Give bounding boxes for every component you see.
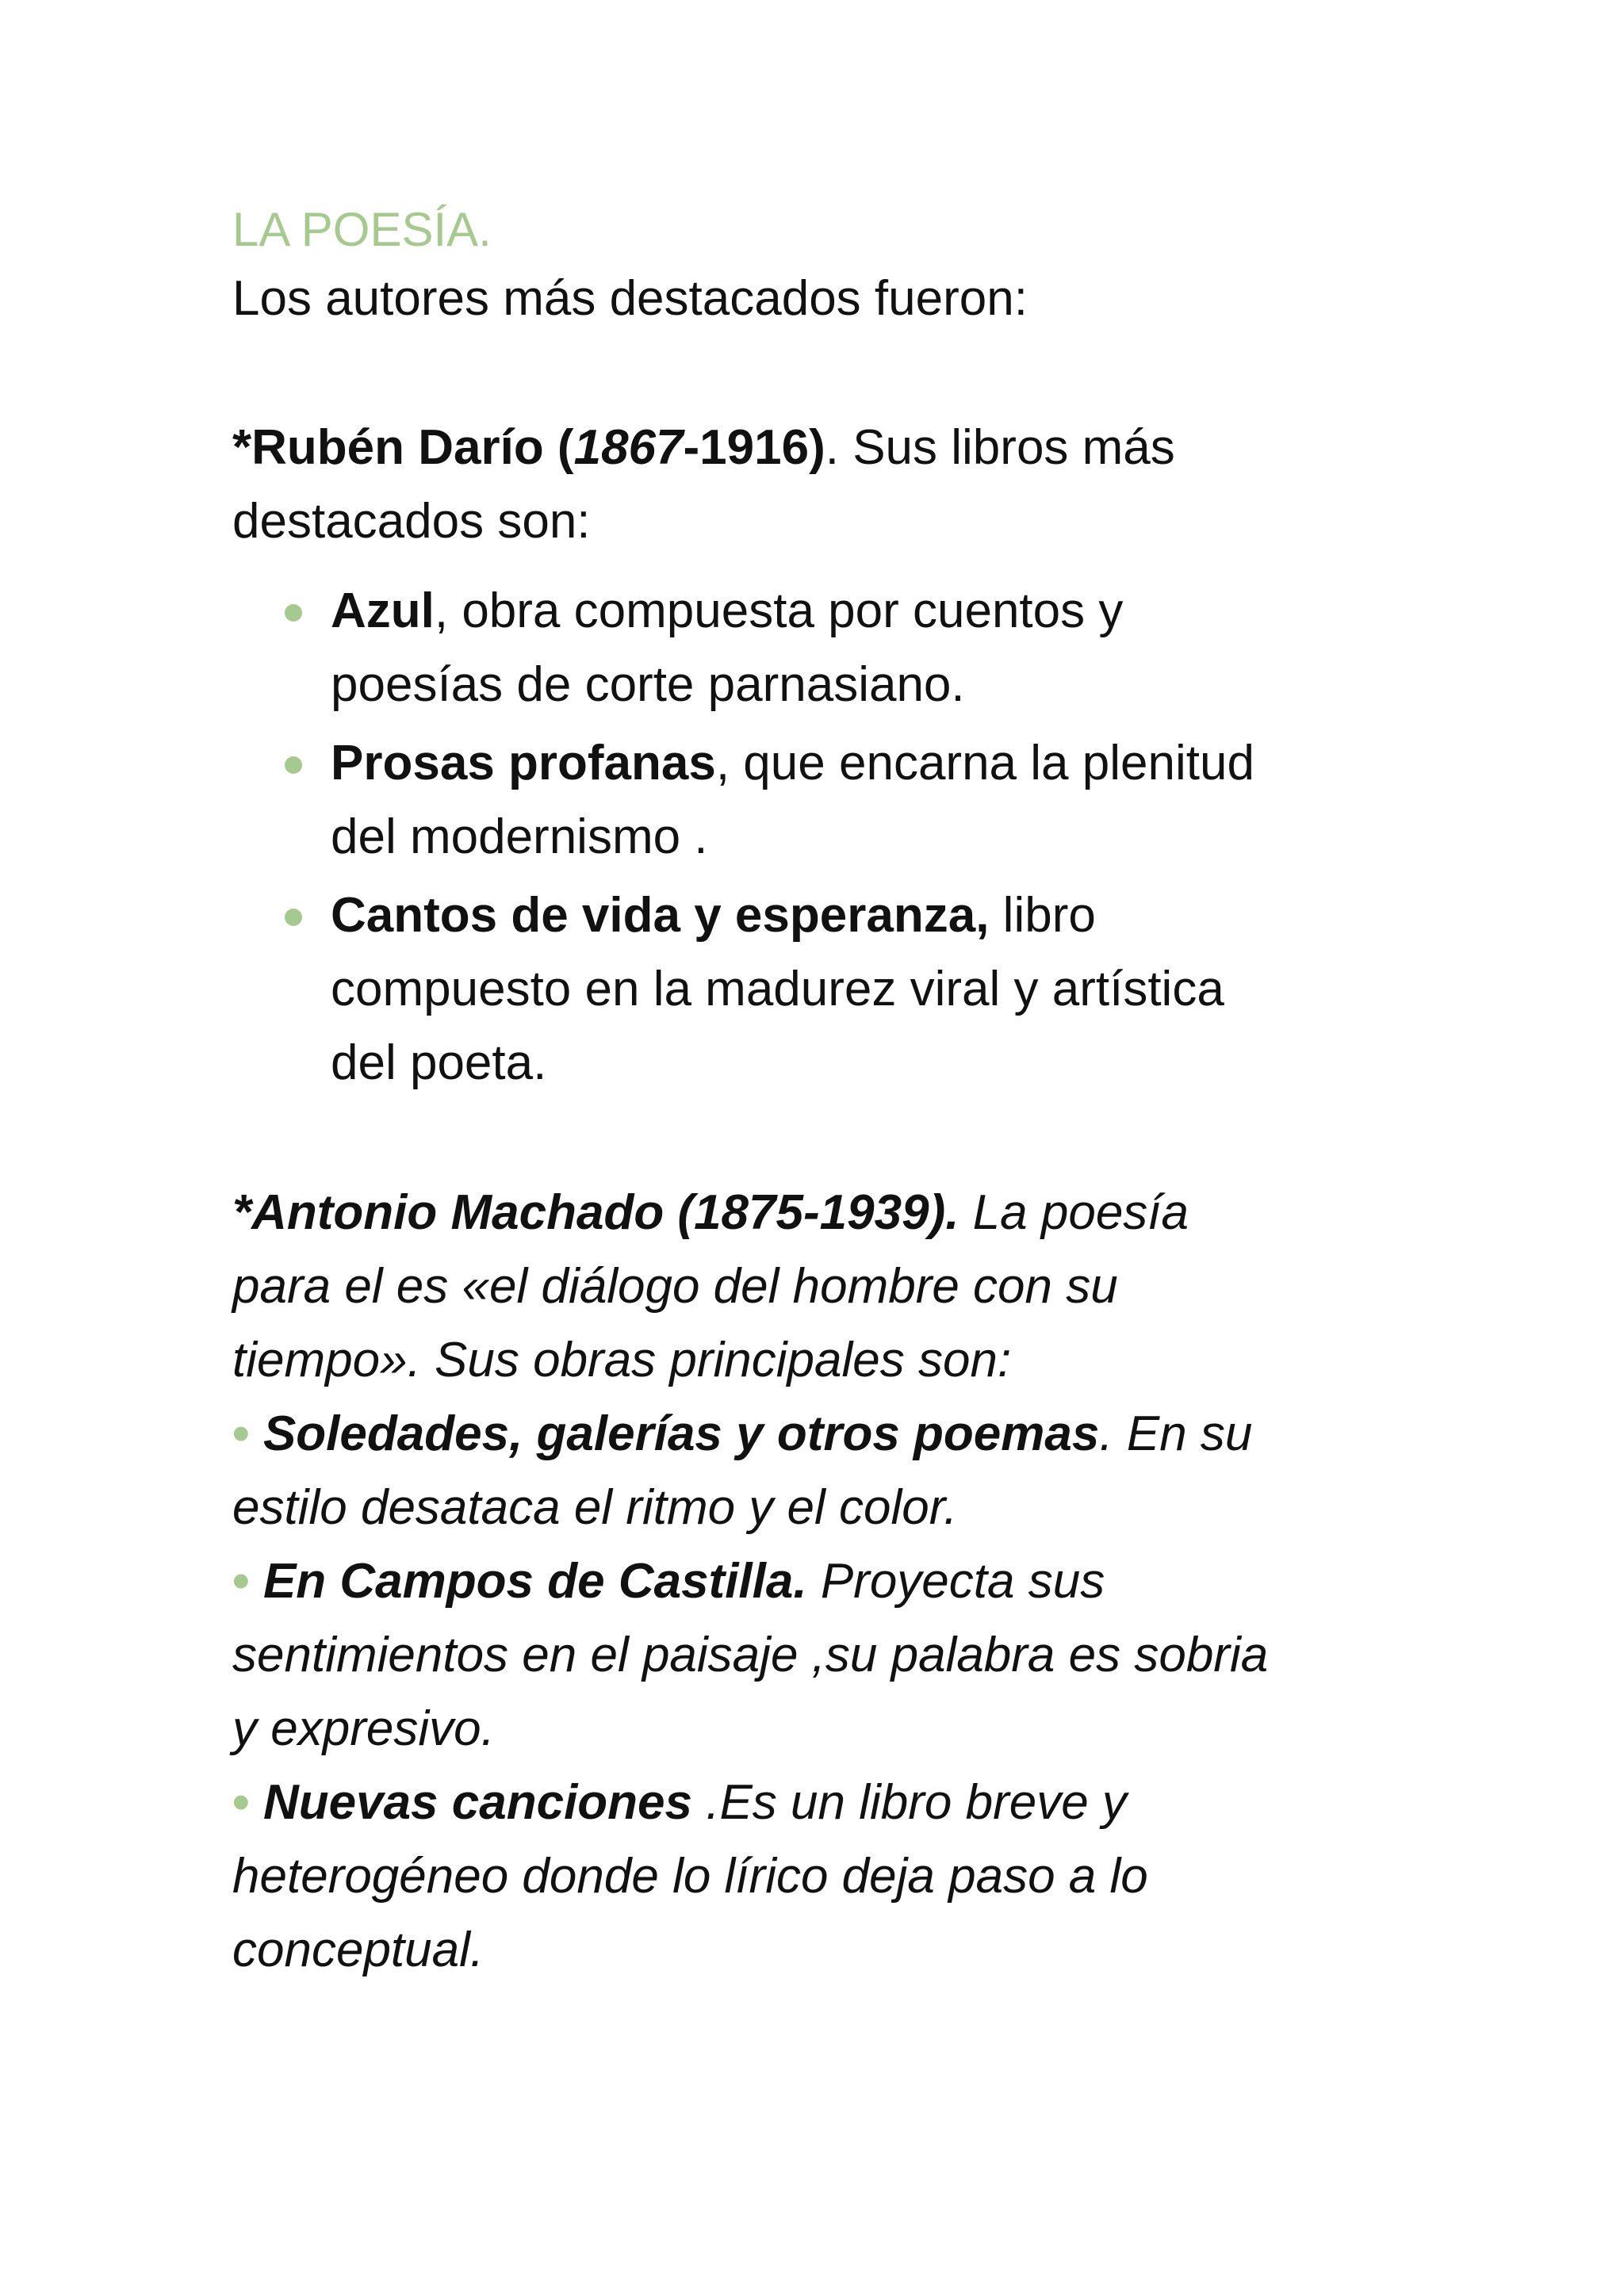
work-rest: . En su [1099, 1406, 1253, 1461]
work-line2: del modernismo . [331, 809, 708, 864]
work-rest: .Es un libro breve y [692, 1775, 1127, 1830]
list-item [232, 726, 1398, 874]
work-rest: libro [989, 888, 1096, 943]
list-item [232, 574, 1398, 721]
bullet-icon [285, 756, 302, 774]
machado-work-line3: y expresivo. [232, 1701, 495, 1756]
machado-line3: tiempo». Sus obras principales son: [232, 1333, 1012, 1387]
dario-heading [232, 411, 1398, 484]
bullet-icon [285, 604, 302, 622]
bullet-icon: • [232, 1775, 250, 1830]
machado-line2: para el es «el diálogo del hombre con su [232, 1259, 1118, 1314]
machado-section [232, 1176, 1398, 1987]
machado-work-line [232, 1766, 1398, 1839]
work-rest: Proyecta sus [806, 1554, 1105, 1609]
machado-heading [232, 1176, 1398, 1249]
dario-works-list [232, 574, 1398, 1100]
bullet-icon: • [232, 1554, 250, 1609]
work-line2: compuesto en la madurez viral y artística [331, 962, 1224, 1016]
dario-year-end: -1916) [683, 420, 825, 475]
machado-work-line [232, 1397, 1398, 1471]
work-line [331, 878, 1398, 952]
machado-work-line2: estilo desataca el ritmo y el color. [232, 1480, 958, 1535]
bullet-icon [285, 909, 302, 926]
work-rest: , que encarna la plenitud [715, 736, 1254, 790]
work-title: Prosas profanas [331, 736, 716, 790]
work-line2: poesías de corte parnasiano. [331, 657, 965, 712]
list-item [232, 878, 1398, 1100]
intro-text: Los autores más destacados fueron: [232, 271, 1028, 326]
bullet-icon: • [232, 1406, 250, 1461]
document-page [232, 198, 1398, 1987]
machado-after: La poesía [959, 1185, 1189, 1240]
work-title: Soledades, galerías y otros poemas [262, 1406, 1100, 1461]
spacer [232, 335, 1398, 411]
section-heading: LA POESÍA. [232, 203, 492, 256]
work-title: Azul [331, 584, 435, 638]
dario-line2: destacados son: [232, 494, 591, 549]
work-line [331, 574, 1398, 648]
machado-name: *Antonio Machado (1875-1939). [232, 1185, 959, 1240]
machado-work-line [232, 1544, 1398, 1618]
dario-year-start: 1867 [573, 420, 684, 475]
work-rest: , obra compuesta por cuentos y [434, 584, 1124, 638]
dario-after: . Sus libros más [825, 420, 1175, 475]
machado-work-line2: heterogéneo donde lo lírico deja paso a lo [232, 1849, 1148, 1904]
work-line [331, 726, 1398, 800]
dario-name-open: *Rubén Darío ( [232, 420, 574, 475]
machado-work-line3: conceptual. [232, 1923, 485, 1977]
work-title: Nuevas canciones [262, 1775, 692, 1830]
spacer [232, 1104, 1398, 1176]
machado-work-line2: sentimientos en el paisaje ,su palabra es sobria [232, 1628, 1269, 1682]
work-line3: del poeta. [331, 1035, 547, 1090]
work-title: En Campos de Castilla. [262, 1554, 807, 1609]
work-title: Cantos de vida y esperanza, [331, 888, 990, 943]
